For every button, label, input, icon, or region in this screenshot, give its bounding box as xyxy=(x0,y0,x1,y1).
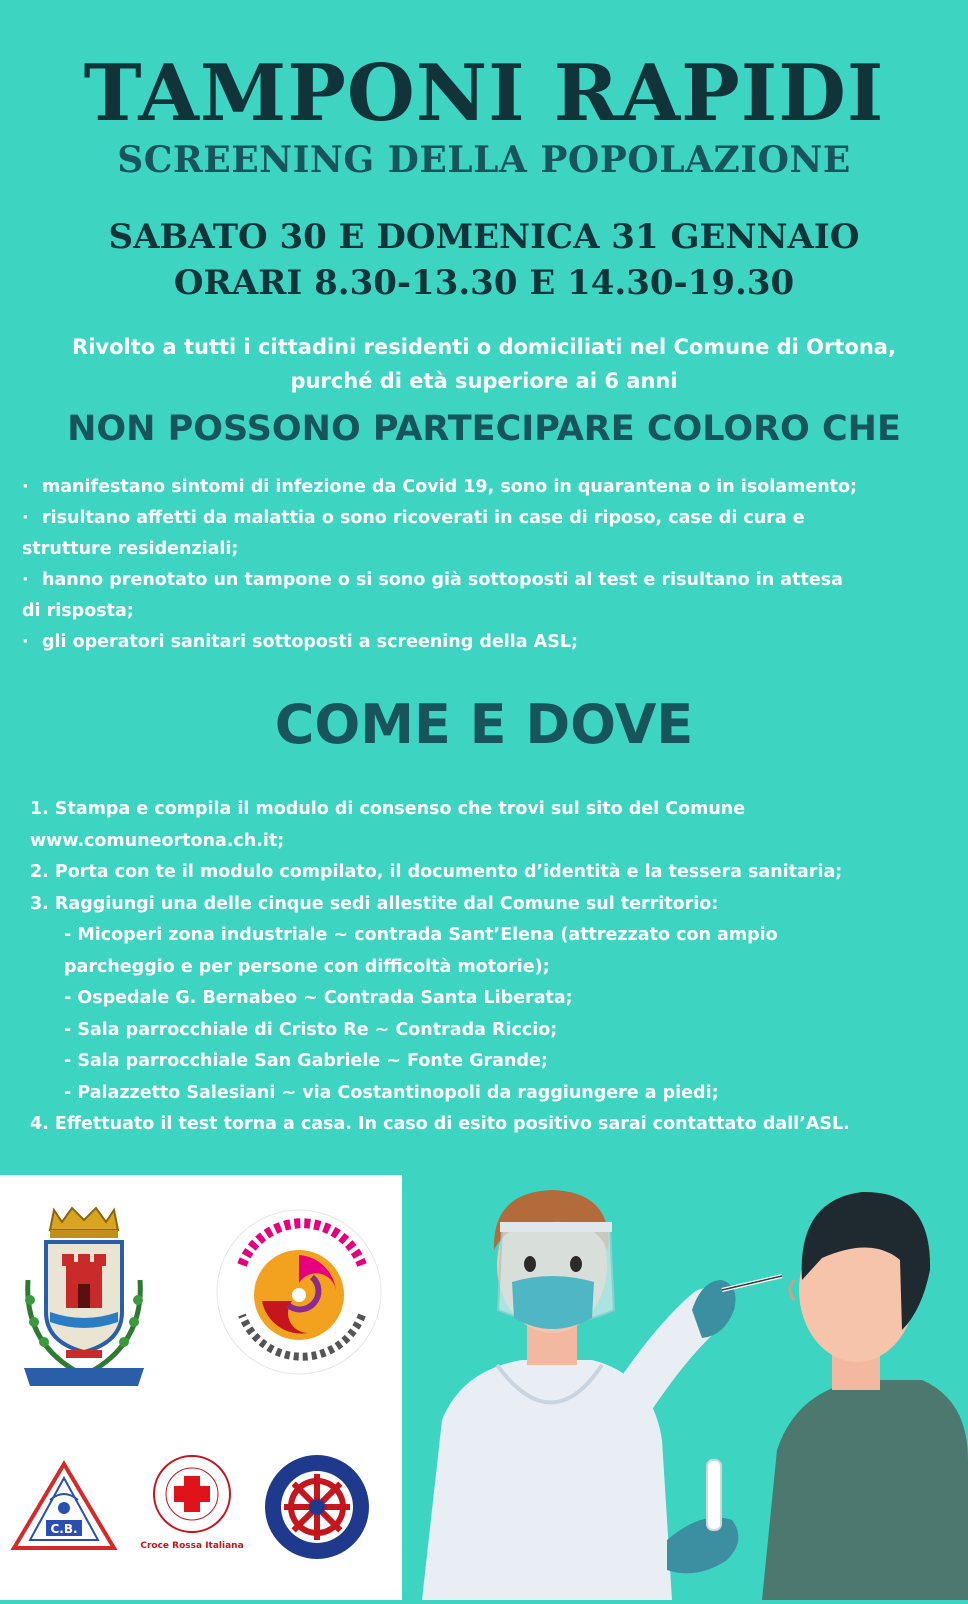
list-item xyxy=(22,565,952,596)
list-item xyxy=(22,503,952,534)
location-item-continuation: parcheggio e per persone con difficoltà motorie); xyxy=(64,956,550,977)
bullet: · xyxy=(22,632,29,652)
steps-list xyxy=(30,794,950,1141)
intro-line-2: purché di età superiore ai 6 anni xyxy=(290,369,678,393)
asl-logo-icon xyxy=(212,1205,387,1380)
exclusions-list xyxy=(22,472,952,658)
list-item-text: hanno prenotato un tampone o si sono già sottoposti al test e risultano in attesa xyxy=(42,570,843,590)
dates-line: SABATO 30 E DOMENICA 31 GENNAIO xyxy=(108,217,860,257)
page-title: TAMPONI RAPIDI xyxy=(83,48,885,139)
cb-radio-logo-icon xyxy=(10,1460,118,1555)
intro-text xyxy=(0,330,968,398)
step-item: 3. Raggiungi una delle cinque sedi allestite dal Comune sul territorio: xyxy=(30,893,719,914)
date-block xyxy=(0,214,968,306)
page-subtitle: SCREENING DELLA POPOLAZIONE xyxy=(117,139,851,181)
svg-text:Croce Rossa Italiana: Croce Rossa Italiana xyxy=(140,1541,244,1551)
list-item-text: manifestano sintomi di infezione da Covid 19, sono in quarantena o in isolamento; xyxy=(42,477,858,497)
location-item: - Sala parrocchiale di Cristo Re ~ Contrada Riccio; xyxy=(64,1019,558,1040)
location-item: - Sala parrocchiale San Gabriele ~ Fonte Grande; xyxy=(64,1051,548,1071)
list-item-text: strutture residenziali; xyxy=(22,539,239,559)
list-item-continuation xyxy=(22,596,952,627)
location-item: - Micoperi zona industriale ~ contrada Sant’Elena (attrezzato con ampio xyxy=(64,925,778,945)
list-item-continuation xyxy=(22,534,952,565)
ortona-crest-icon xyxy=(14,1200,154,1400)
red-cross-icon xyxy=(140,1452,244,1560)
protezione-civile-icon xyxy=(262,1452,372,1562)
how-where-heading: COME E DOVE xyxy=(274,693,694,756)
location-item: - Ospedale G. Bernabeo ~ Contrada Santa Liberata; xyxy=(64,988,573,1008)
bullet: · xyxy=(22,570,29,590)
list-item-text: gli operatori sanitari sottoposti a screening della ASL; xyxy=(42,632,578,652)
list-item-text: di risposta; xyxy=(22,601,134,621)
website-link[interactable]: www.comuneortona.ch.it; xyxy=(30,830,285,851)
list-item xyxy=(22,627,952,658)
location-item: - Palazzetto Salesiani ~ via Costantinopoli da raggiungere a piedi; xyxy=(64,1082,719,1103)
step-item: 2. Porta con te il modulo compilato, il documento d’identità e la tessera sanitaria; xyxy=(30,862,843,882)
intro-line-1: Rivolto a tutti i cittadini residenti o domiciliati nel Comune di Ortona, xyxy=(72,335,896,359)
hours-line: ORARI 8.30-13.30 E 14.30-19.30 xyxy=(173,263,795,303)
bullet: · xyxy=(22,477,29,497)
step-item: 1. Stampa e compila il modulo di consenso che trovi sul sito del Comune xyxy=(30,799,746,819)
swab-test-illustration xyxy=(402,1140,968,1600)
bullet: · xyxy=(22,508,29,528)
list-item xyxy=(22,472,952,503)
step-item: 4. Effettuato il test torna a casa. In caso di esito positivo sarai contattato dall’ASL. xyxy=(30,1114,850,1134)
exclusions-heading: NON POSSONO PARTECIPARE COLORO CHE xyxy=(67,409,901,449)
svg-text:C.B.: C.B. xyxy=(50,1522,78,1536)
list-item-text: risultano affetti da malattia o sono ricoverati in case di riposo, case di cura e xyxy=(42,508,805,528)
